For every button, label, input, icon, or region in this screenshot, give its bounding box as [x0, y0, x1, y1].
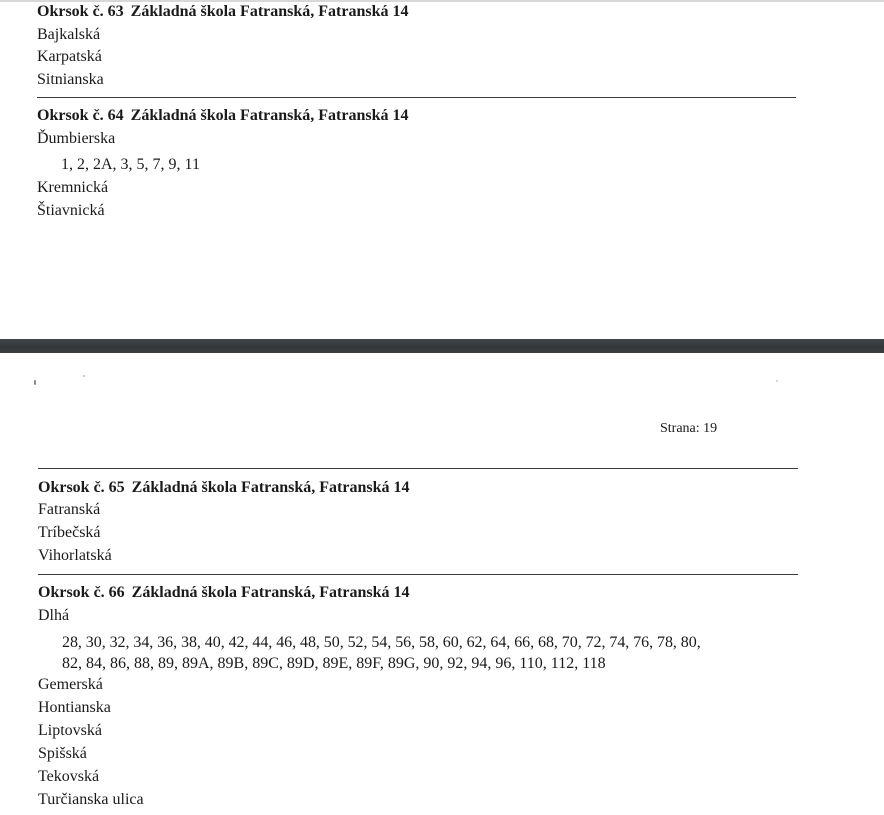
section-heading-65: Okrsok č. 65 Základná škola Fatranská, Fatranská 14 [38, 479, 410, 496]
scan-speck [83, 375, 85, 377]
document-page-bottom [0, 353, 884, 815]
street-stiavnicka: Štiavnická [37, 202, 105, 219]
street-bajkalska: Bajkalská [37, 26, 101, 43]
section-divider [38, 574, 798, 575]
street-gemerska: Gemerská [38, 676, 103, 693]
street-turcianska-ulica: Turčianska ulica [38, 791, 144, 808]
house-numbers-dumbierska: 1, 2, 2A, 3, 5, 7, 9, 11 [61, 156, 200, 173]
header-divider [38, 468, 798, 469]
scan-speck [776, 380, 778, 382]
page-separator [0, 339, 884, 353]
page-number: Strana: 19 [660, 421, 718, 436]
street-fatranska: Fatranská [38, 501, 101, 518]
street-sitnianska: Sitnianska [37, 71, 104, 88]
house-numbers-dlha-line1: 28, 30, 32, 34, 36, 38, 40, 42, 44, 46, 48, 50, 52, 54, 56, 58, 60, 62, 64, 66, 68, 70, 72, 74, 76, 78, 80, [62, 634, 701, 651]
section-heading-63: Okrsok č. 63 Základná škola Fatranská, Fatranská 14 [37, 3, 409, 20]
document-page-top [0, 0, 884, 339]
street-dumbierska: Ďumbierska [37, 130, 116, 147]
section-heading-66: Okrsok č. 66 Základná škola Fatranská, Fatranská 14 [38, 584, 410, 601]
street-kremnicka: Kremnická [37, 179, 109, 196]
house-numbers-dlha-line2: 82, 84, 86, 88, 89, 89A, 89B, 89C, 89D, 89E, 89F, 89G, 90, 92, 94, 96, 110, 112, 118 [62, 655, 606, 672]
section-divider [37, 97, 796, 98]
street-vihorlatska: Vihorlatská [38, 547, 112, 564]
section-heading-64: Okrsok č. 64 Základná škola Fatranská, Fatranská 14 [37, 107, 409, 124]
street-spisska: Spišská [38, 745, 87, 762]
scan-speck [34, 380, 36, 385]
street-karpatska: Karpatská [37, 48, 102, 65]
street-hontianska: Hontianska [38, 699, 111, 716]
street-tekovska: Tekovská [38, 768, 100, 785]
street-liptovska: Liptovská [38, 722, 102, 739]
street-dlha: Dlhá [38, 607, 70, 624]
street-tribecska: Tríbečská [38, 524, 101, 541]
